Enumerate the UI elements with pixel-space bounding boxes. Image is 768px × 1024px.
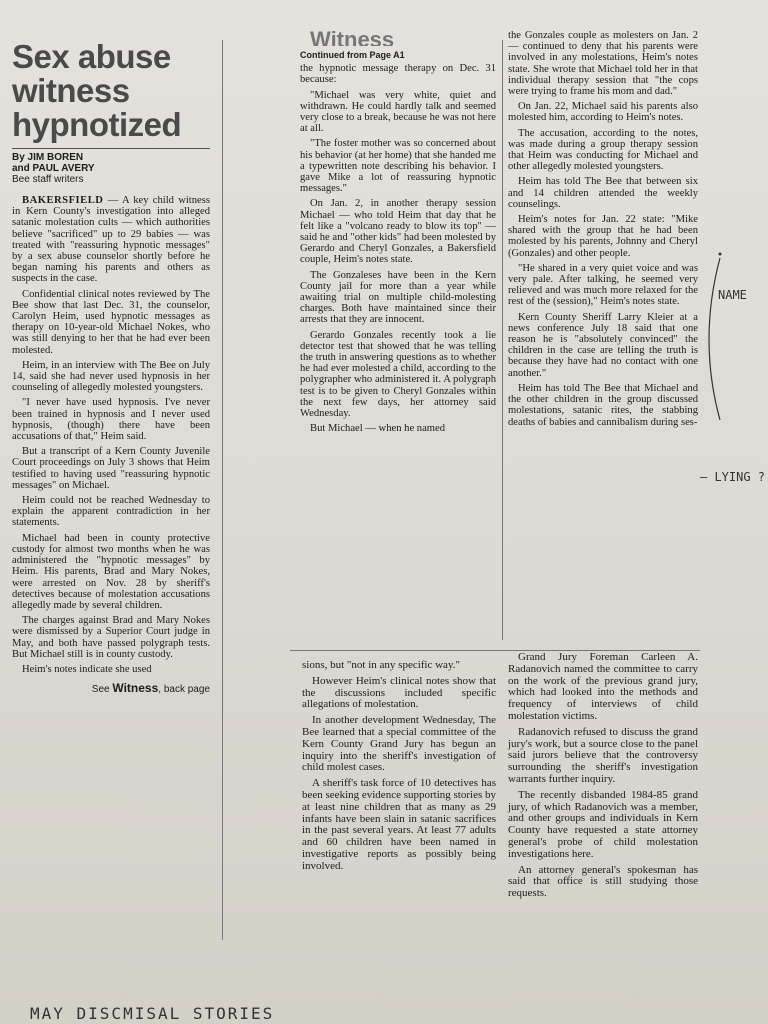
paragraph: "Michael was very white, quiet and withdrawn. He could hardly talk and seemed very close to a break, because he was not here at all. xyxy=(300,89,496,135)
dateline: BAKERSFIELD xyxy=(22,195,104,206)
paragraph: The recently disbanded 1984-85 grand jury, of which Radanovich was a member, and other groups and individuals in Kern County have requested a state attorney general's probe of child molestation investigations here. xyxy=(508,788,698,860)
jump-suffix: , back page xyxy=(158,684,210,696)
paragraph: Heim, in an interview with The Bee on July 14, said she had never used hypnosis in her counseling of allegedly molested youngsters. xyxy=(12,359,210,394)
column-rule xyxy=(502,40,503,640)
paragraph: Heim has told The Bee that between six and 14 children attended the weekly counselings. xyxy=(508,176,698,210)
column-rule xyxy=(222,40,223,940)
paragraph: "He shared in a very quiet voice and was very pale. After talking, he seemed very relieved and was much more relaxed for the rest of the (session)," Heim's notes state. xyxy=(508,262,698,308)
jump-reference xyxy=(12,683,210,695)
jump-headline: Witness xyxy=(310,30,395,46)
paragraph: "The foster mother was so concerned about his behavior (at her home) that she handed me a typewritten note describing his behavior. I gave Mike a lot of reassuring hypnotic messages." xyxy=(300,138,496,195)
column-1 xyxy=(12,40,210,695)
headline-line-1: Sex abuse xyxy=(12,38,171,75)
paragraph: Kern County Sheriff Larry Kleier at a news conference July 18 said that one reason he is "absolutely convinced" the children in the case are telling the truth is because they have had no contact with one another." xyxy=(508,311,698,379)
paragraph: Gerardo Gonzales recently took a lie detector test that showed that he was telling the truth in answering questions as to whether he had ever molested a child, according to the polygrapher who administered it. A polygraph test is to be given to Cheryl Gonzales within the next few days, her attorney said Wednesday. xyxy=(300,329,496,420)
paragraph: Radanovich refused to discuss the grand jury's work, but a source close to the panel said jurors believe that the controversy surrounding the sheriff's investigation warrants further inquiry. xyxy=(508,725,698,785)
paragraph: Heim's notes for Jan. 22 state: "Mike shared with the group that he had been molested by his parents, Johnny and Cheryl (Gonzales) and other people. xyxy=(508,214,698,259)
paragraph: But Michael — when he named xyxy=(310,423,446,435)
paragraph: Confidential clinical notes reviewed by The Bee show that last Dec. 31, the counselor, Carolyn Heim, used hypnotic messages as therapy on 10-year-old Michael Nokes, who was still denying to her that he had ever been molested. xyxy=(12,288,210,356)
paragraph: the Gonzales couple as molesters on Jan. 2 — continued to deny that his parents were involved in any molestations, Heim's notes state. She wrote that Michael told her in that individual therapy session that "the cops were trying to frame his mom and dad." xyxy=(508,30,698,98)
paragraph-text: — A key child witness in Kern County's investigation into alleged satanic molestation cults — which authorities believe "sacrificed" up to 29 babies — was treated with "reassuring hypnotic messages" by a sex abuse counselor shortly before he began naming his parents and others as suspects in the case. xyxy=(12,195,210,285)
continued-label: Continued from Page A1 xyxy=(300,50,405,60)
margin-bracket xyxy=(690,250,730,430)
paragraph: "I never have used hypnosis. I've never been trained in hypnosis and I never used hypnosis, (though) there have been accusations of that," Heim said. xyxy=(12,397,210,443)
paragraph xyxy=(12,195,210,285)
paragraph: The accusation, according to the notes, was made during a group therapy session that Heim was conducting for Michael and other allegedly molested youngsters. xyxy=(508,127,698,173)
byline-author-1: By JIM BOREN xyxy=(12,152,84,163)
handwritten-note-bottom: MAY DISCMISAL STORIES xyxy=(30,1004,275,1023)
paragraph: The Gonzaleses have been in the Kern County jail for more than a year while awaiting trial on multiple child-molesting charges. Both have maintained since their arrests that they are innocent. xyxy=(300,269,496,326)
headline-line-2: witness xyxy=(12,72,130,109)
paragraph: sions, but "not in any specific way." xyxy=(302,659,460,671)
byline-staff: Bee staff writers xyxy=(12,174,84,185)
column-2-bottom xyxy=(302,660,496,877)
headline xyxy=(12,40,210,142)
paragraph: Heim has told The Bee that Michael and the other children in the group discussed molestations, satanic rites, the stabbing deaths of babies and cannibalism during ses- xyxy=(508,382,698,428)
paragraph: However Heim's clinical notes show that the discussions included specific allegations of molestation. xyxy=(302,674,496,711)
paragraph: In another development Wednesday, The Bee learned that a special committee of the Kern County Grand Jury has begun an inquiry into the sheriff's investigation of child molest cases. xyxy=(302,714,496,774)
jump-word: Witness xyxy=(112,681,159,696)
handwritten-note-name: NAME xyxy=(718,288,747,302)
paragraph: On Jan. 2, in another therapy session Michael — who told Heim that day that he felt like a "volcano ready to blow its top" — said he and "other kids" had been molested by Gerardo and Cheryl Gonzales, a Bakersfield couple, Heim's notes state. xyxy=(300,198,496,266)
paragraph: Heim's notes indicate she used xyxy=(22,663,152,675)
jump-prefix: See xyxy=(91,684,110,696)
headline-line-3: hypnotized xyxy=(12,106,182,143)
paragraph: Heim could not be reached Wednesday to explain the apparent contradiction in her statements. xyxy=(12,495,210,529)
paragraph: An attorney general's spokesman has said that office is still studying those requests. xyxy=(508,863,698,900)
paragraph: Grand Jury Foreman Carleen A. Radanovich named the committee to carry on the work of the previous grand jury, which had looked into the methods and frequency of interviews of child molestation victims. xyxy=(508,651,698,722)
handwritten-note-lying: — LYING ? xyxy=(700,470,766,484)
paragraph: But a transcript of a Kern County Juvenile Court proceedings on July 3 shows that Heim testified to having used "reassuring hypnotic messages" on Michael. xyxy=(12,446,210,491)
paragraph: Michael had been in county protective custody for almost two months when he was administered the "hypnotic messages" by Heim. His parents, Brad and Mary Nokes, were arrested on Nov. 28 by sheriff's detectives because of molestation accusations allegedly made by several children. xyxy=(12,532,210,611)
paragraph: A sheriff's task force of 10 detectives has been seeking evidence supporting stories by at least nine children that as many as 29 infants have been slain in satanic sacrifices in the past several years. At least 77 adults and 60 children have been named in investigative reports as possibly being involved. xyxy=(302,777,496,872)
paragraph: On Jan. 22, Michael said his parents also molested him, according to Heim's notes. xyxy=(508,101,698,124)
column-2 xyxy=(300,30,496,439)
byline xyxy=(12,148,210,185)
column-3-bottom xyxy=(508,652,698,904)
paragraph: The charges against Brad and Mary Nokes were dismissed by a Superior Court judge in May, and both have passed polygraph tests. But Michael still is in county custody. xyxy=(12,615,210,660)
byline-author-2: and PAUL AVERY xyxy=(12,163,95,174)
paragraph: the hypnotic message therapy on Dec. 31 because: xyxy=(300,63,496,86)
column-3 xyxy=(508,30,698,432)
